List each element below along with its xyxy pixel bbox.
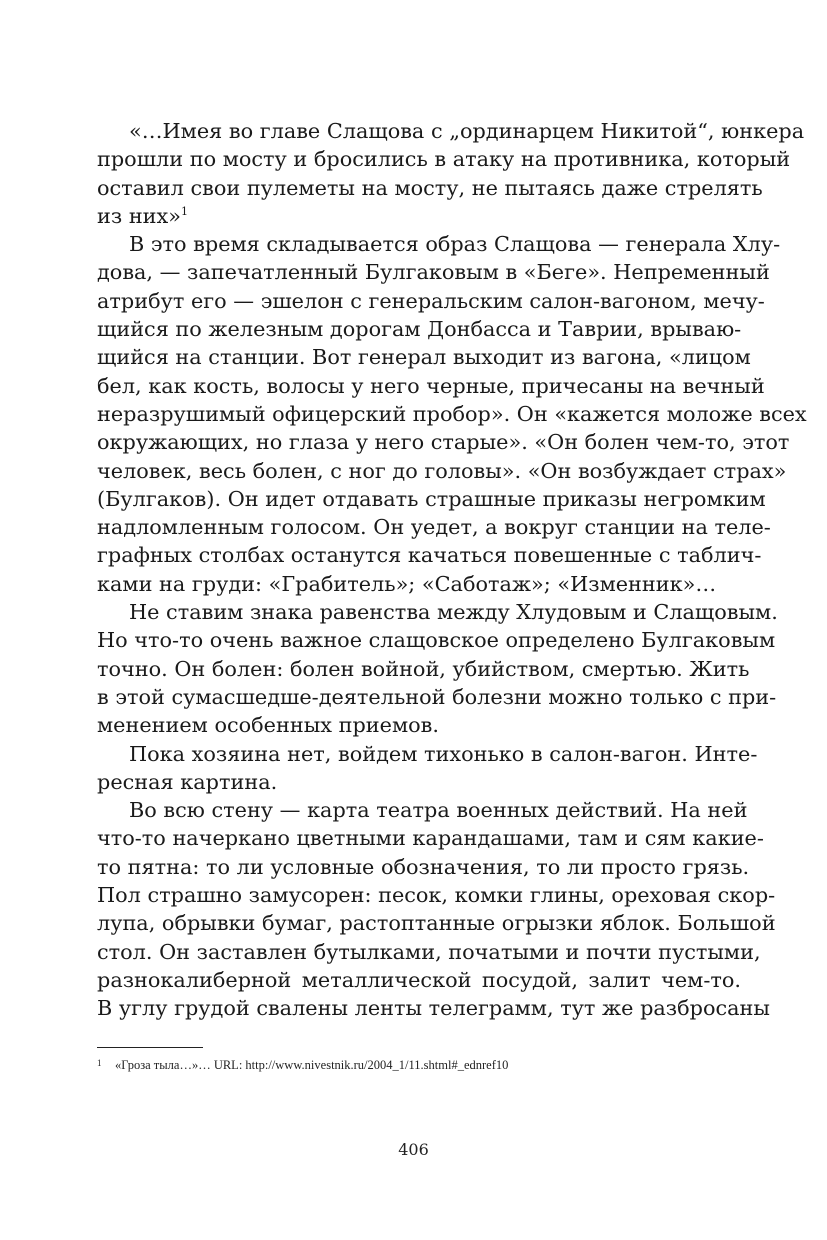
footnote-separator [97, 1047, 203, 1048]
page-number: 406 [398, 1140, 429, 1159]
text-line [97, 570, 741, 598]
text-line-content: ками на груди: «Грабитель»; «Саботаж»; «Изменник»… [97, 571, 717, 596]
text-line-content: точно. Он болен: болен войной, убийством, смертью. Жить [97, 656, 750, 681]
text-line-content: Пока хозяина нет, войдем тихонько в салон-вагон. Инте- [129, 741, 758, 766]
footnote-text: «Гроза тыла…»… URL: http://www.nivestnik.ru/2004_1/11.shtml#_ednref10 [115, 1058, 509, 1072]
text-line-content: дова, — запечатленный Булгаковым в «Беге». Непременный [97, 260, 770, 285]
text-line [97, 881, 776, 909]
text-line-content: человек, весь болен, с ног до головы». «Он возбуждает страх» [97, 458, 787, 483]
text-line [97, 513, 771, 541]
footnote-reference[interactable]: 1 [181, 204, 188, 218]
text-line [97, 994, 770, 1022]
text-line [97, 768, 741, 796]
text-line-content: Во всю стену — карта театра военных действий. На ней [129, 798, 748, 823]
text-line [97, 683, 777, 711]
text-line-content: В это время складывается образ Слащова — генерала Хлу- [129, 232, 781, 257]
text-line [97, 824, 764, 852]
text-line [97, 202, 741, 230]
text-line [97, 174, 763, 202]
text-line-content: в этой сумасшедше-деятельной болезни можно только с при- [97, 684, 777, 709]
text-line-content: неразрушимый офицерский пробор». Он «кажется моложе всех [97, 401, 807, 426]
text-line-content: из них» [97, 203, 181, 228]
text-line [97, 457, 787, 485]
text-line [97, 740, 758, 768]
text-line-content: окружающих, но глаза у него старые». «Он болен чем-то, этот [97, 430, 790, 455]
text-line-content: стол. Он заставлен бутылками, початыми и почти пустыми, [97, 939, 761, 964]
text-line-content: атрибут его — эшелон с генеральским салон-вагоном, мечу- [97, 288, 765, 313]
text-line-content: менением особенных приемов. [97, 713, 439, 738]
text-line [97, 853, 750, 881]
text-line [97, 145, 791, 173]
text-line-content: В углу грудой свалены ленты телеграмм, тут же разбросаны [97, 996, 770, 1021]
text-line-content: графных столбах останутся качаться повешенные с таблич- [97, 543, 762, 568]
text-line [97, 598, 778, 626]
text-line [97, 230, 781, 258]
text-line-content: что-то начеркано цветными карандашами, там и сям какие- [97, 826, 764, 851]
text-line-content: лупа, обрывки бумаг, растоптанные огрызки яблок. Большой [97, 911, 776, 936]
text-line [97, 258, 770, 286]
text-line-content: то пятна: то ли условные обозначения, то ли просто грязь. [97, 854, 750, 879]
text-line-content: Но что-то очень важное слащовское определено Булгаковым [97, 628, 776, 653]
text-line-content: разнокалиберной металлической посудой, залит чем-то. [97, 967, 741, 992]
footnote [97, 1055, 741, 1073]
text-line [97, 711, 741, 739]
text-line-content: ресная картина. [97, 769, 278, 794]
text-line [97, 541, 762, 569]
text-line-content: (Булгаков). Он идет отдавать страшные приказы негромким [97, 486, 766, 511]
text-line-content: прошли по мосту и бросились в атаку на противника, который [97, 147, 791, 172]
text-line-content: Не ставим знака равенства между Хлудовым и Слащовым. [129, 600, 778, 625]
text-line-content: надломленным голосом. Он уедет, а вокруг станции на теле- [97, 515, 771, 540]
text-line [97, 485, 766, 513]
text-line [97, 400, 807, 428]
body-text [97, 117, 807, 1023]
text-line [97, 626, 776, 654]
text-line [97, 372, 765, 400]
text-line [97, 966, 741, 994]
text-line [97, 909, 776, 937]
text-line-content: оставил свои пулеметы на мосту, не пытаясь даже стрелять [97, 175, 763, 200]
text-line [97, 287, 765, 315]
text-line [97, 796, 748, 824]
text-line-content: щийся на станции. Вот генерал выходит из вагона, «лицом [97, 345, 751, 370]
text-line [97, 428, 790, 456]
text-line-content: бел, как кость, волосы у него черные, причесаны на вечный [97, 373, 765, 398]
text-line [97, 655, 750, 683]
text-line [97, 938, 761, 966]
text-line-content: щийся по железным дорогам Донбасса и Таврии, врываю- [97, 317, 742, 342]
text-line-content: «…Имея во главе Слащова с „ординарцем Никитой“, юнкера [129, 119, 805, 143]
text-line [97, 117, 805, 145]
text-line [97, 343, 751, 371]
footnote-number: 1 [97, 1058, 102, 1068]
text-line-content: Пол страшно замусорен: песок, комки глины, ореховая скор- [97, 883, 776, 908]
text-line [97, 315, 741, 343]
